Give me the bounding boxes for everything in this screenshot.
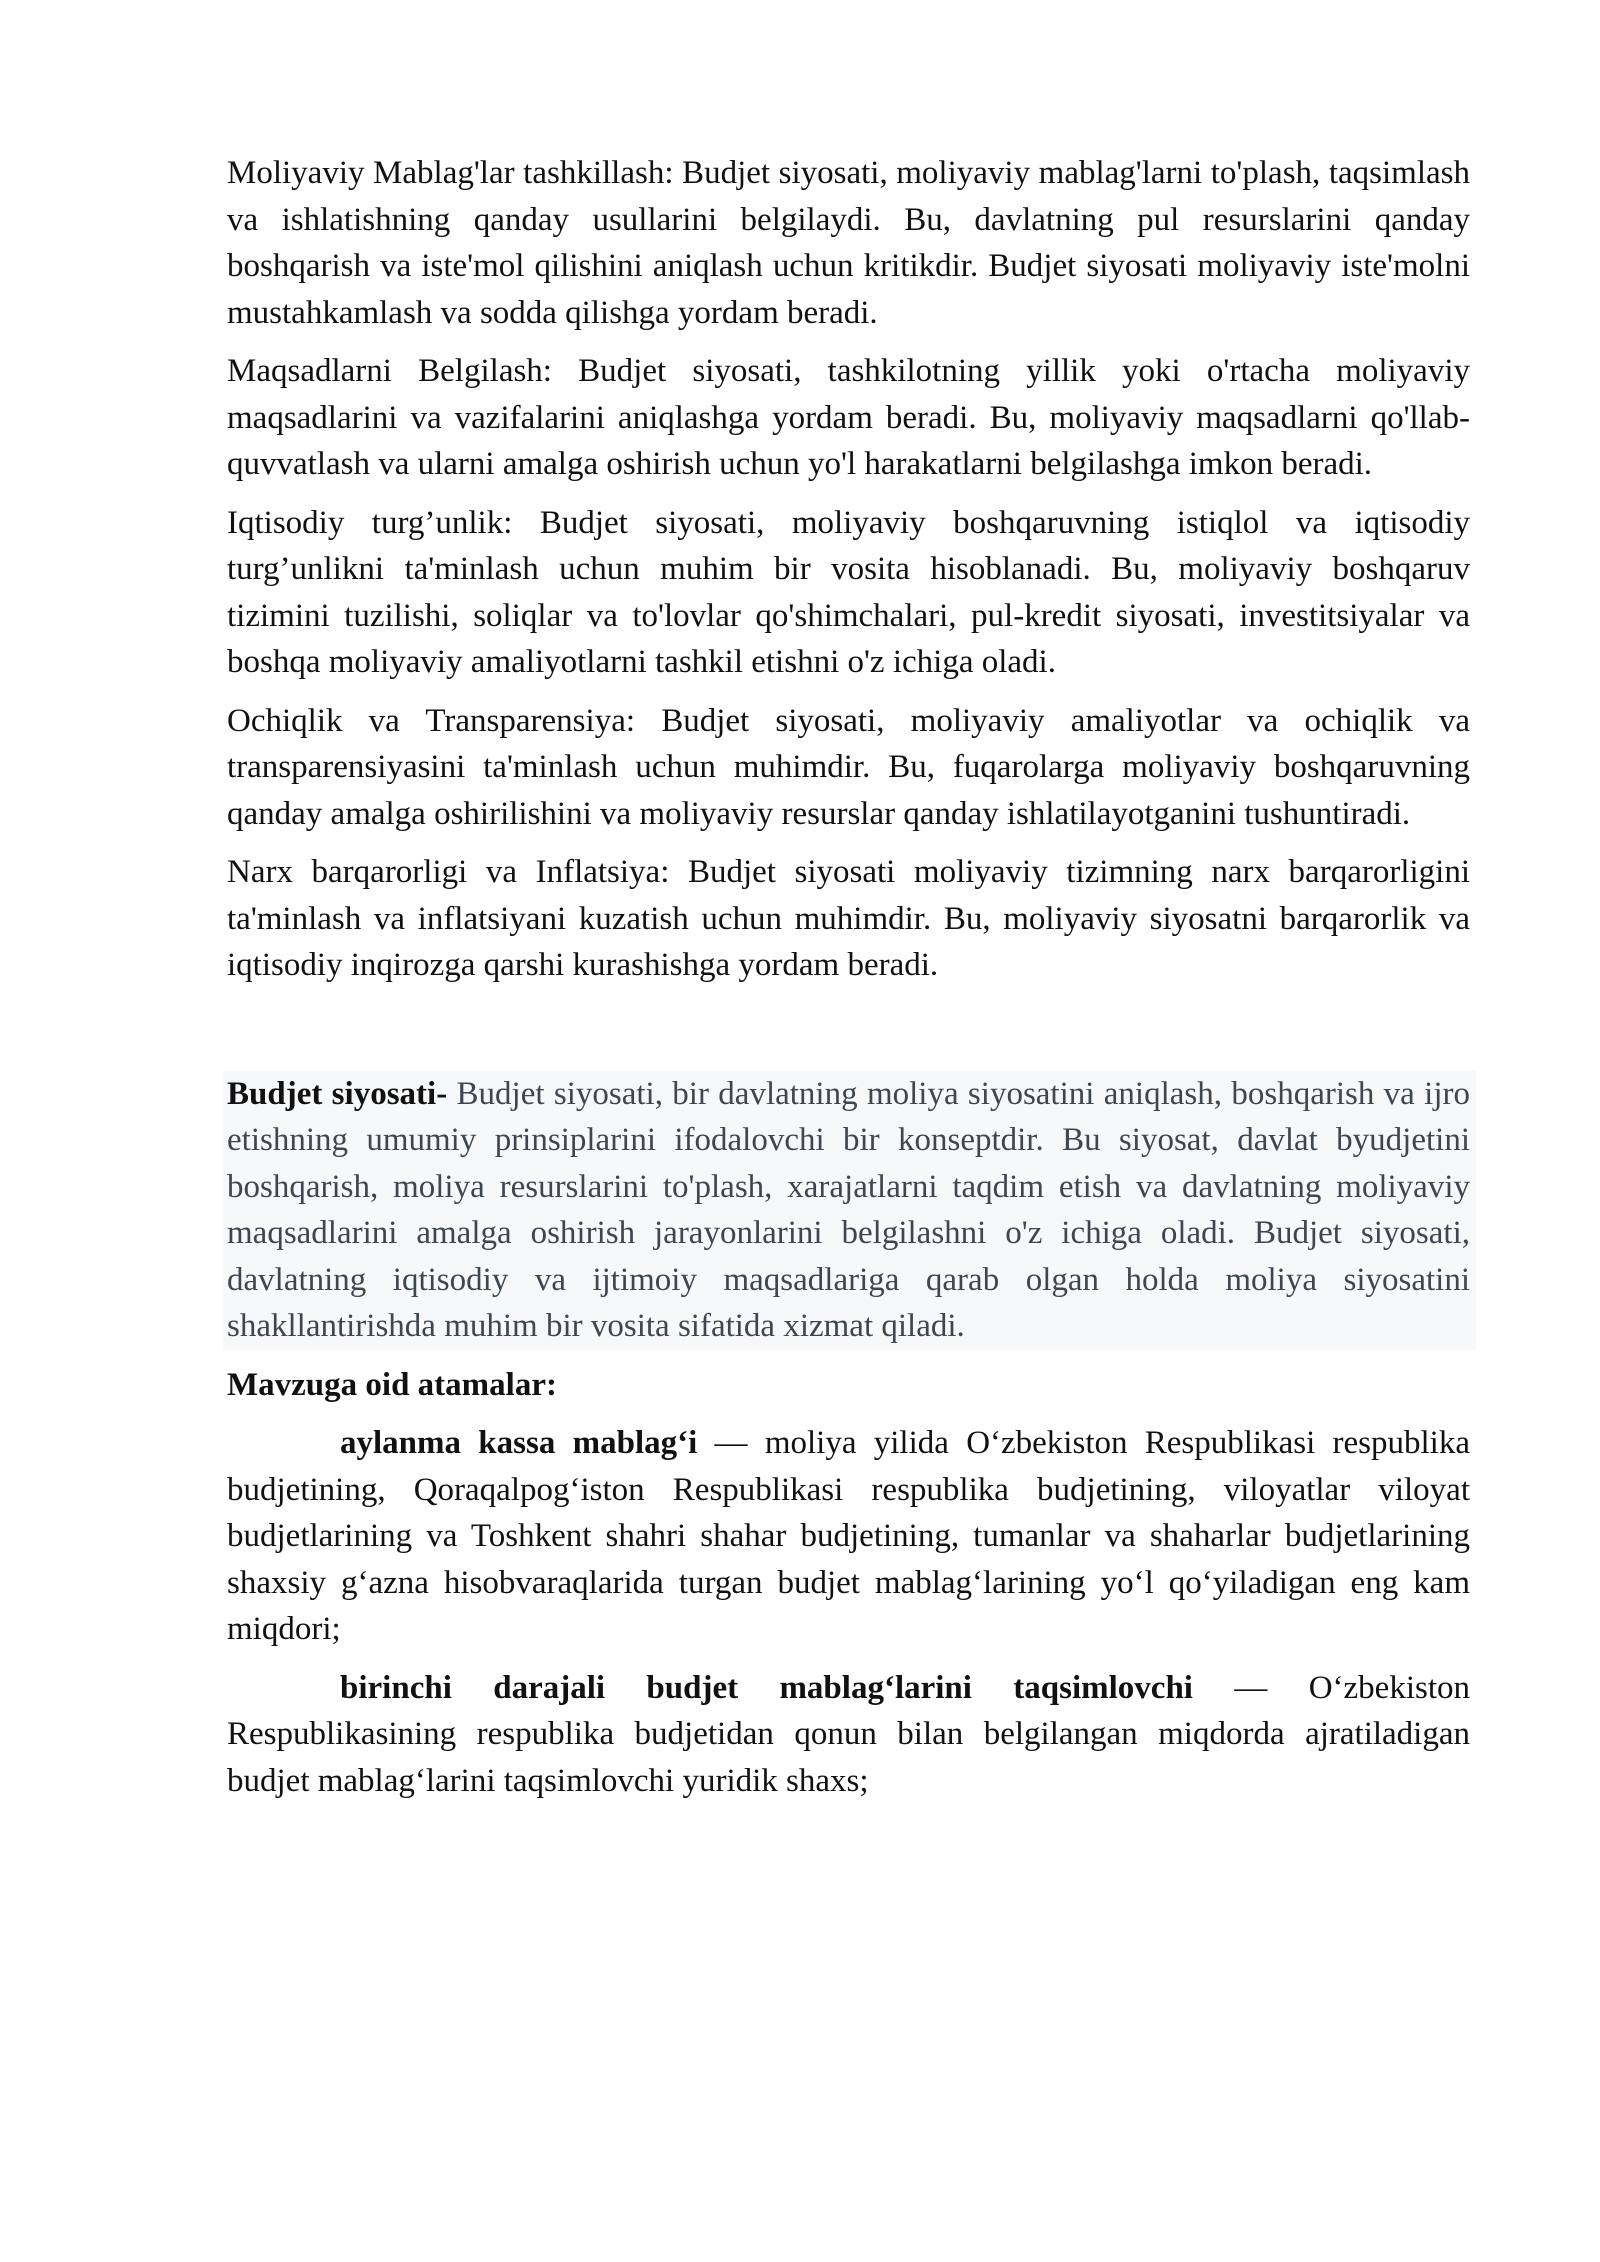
definition-paragraph: [223, 1071, 1476, 1350]
paragraph-maqsadlarni-belgilash: Maqsadlarni Belgilash: Budjet siyosati, tashkilotning yillik yoki o'rtacha moliyaviy maqsadlarini va vazifalarini aniqlashga yordam beradi. Bu, moliyaviy maqsadlarni qo'llab-quvvatlash va ularni amalga oshirish uchun yo'l harakatlarni belgilashga imkon beradi.: [227, 353, 1470, 482]
paragraph-narx-barqarorligi: Narx barqarorligi va Inflatsiya: Budjet siyosati moliyaviy tizimning narx barqarorligini ta'minlash va inflatsiyani kuzatish uchun muhimdir. Bu, moliyaviy siyosatni barqarorlik va iqtisodiy inqirozga qarshi kurashishga yordam beradi.: [227, 854, 1470, 983]
paragraph-iqtisodiy-turgunlik: Iqtisodiy turg’unlik: Budjet siyosati, moliyaviy boshqaruvning istiqlol va iqtisodiy turg’unlikni ta'minlash uchun muhim bir vosita hisoblanadi. Bu, moliyaviy boshqaruv tizimini tuzilishi, soliqlar va to'lovlar qo'shimchalari, pul-kredit siyosati, investitsiyalar va boshqa moliyaviy amaliyotlarni tashkil etishni o'z ichiga oladi.: [227, 504, 1470, 680]
term-definition: — moliya yilida O‘zbekiston Respublikasi respublika budjetining, Qoraqalpog‘iston Respublikasi respublika budjetining, viloyatlar viloyat budjetlarining va Toshkent shahri shahar budjetining, tumanlar va shaharlar budjetlarining shaxsiy g‘azna hisobvaraqlarida turgan budjet mablag‘larining yo‘l qo‘yiladigan eng kam miqdori;: [227, 1425, 1471, 1647]
term-item-birinchi-darajali: [227, 1665, 1470, 1805]
paragraph-ochiqlik-transparensiya: Ochiqlik va Transparensiya: Budjet siyosati, moliyaviy amaliyotlar va ochiqlik va transparensiyasini ta'minlash uchun muhimdir. Bu, fuqarolarga moliyaviy boshqaruvning qanday amalga oshirilishini va moliyaviy resurslar qanday ishlatilayotganini tushuntiradi.: [227, 702, 1470, 832]
paragraph-mablag-tashkillash: Moliyaviy Mablag'lar tashkillash: Budjet siyosati, moliyaviy mablag'larni to'plash, taqsimlash va ishlatishning qanday usullarini belgilaydi. Bu, davlatning pul resurslarini qanday boshqarish va iste'mol qilishini aniqlash uchun kritikdir. Budjet siyosati moliyaviy iste'molni mustahkamlash va sodda qilishga yordam beradi.: [227, 155, 1470, 331]
term-title: birinchi darajali budjet mablag‘larini taqsimlovchi: [340, 1669, 1193, 1706]
definition-term: Budjet siyosati-: [227, 1075, 448, 1112]
term-title: aylanma kassa mablag‘i: [340, 1425, 698, 1461]
section-spacer: [227, 1001, 1470, 1071]
terms-heading: Mavzuga oid atamalar:: [227, 1366, 557, 1403]
term-item-aylanma-kassa: [227, 1420, 1470, 1653]
definition-text: Budjet siyosati, bir davlatning moliya siyosatini aniqlash, boshqarish va ijro etishning umumiy prinsiplarini ifodalovchi bir konseptdir. Bu siyosat, davlat byudjetini boshqarish, moliya resurslarini to'plash, xarajatlarni taqdim etish va davlatning moliyaviy maqsadlarini amalga oshirish jarayonlarini belgilashni o'z ichiga oladi. Budjet siyosati, davlatning iqtisodiy va ijtimoiy maqsadlariga qarab olgan holda moliya siyosatini shakllantirishda muhim bir vosita sifatida xizmat qiladi.: [227, 1075, 1470, 1344]
document-page: [227, 150, 1470, 1816]
term-definition: — O‘zbekiston Respublikasining respublika budjetidan qonun bilan belgilangan miqdorda ajratiladigan budjet mablag‘larini taqsimlovchi yuridik shaxs;: [227, 1669, 1470, 1799]
